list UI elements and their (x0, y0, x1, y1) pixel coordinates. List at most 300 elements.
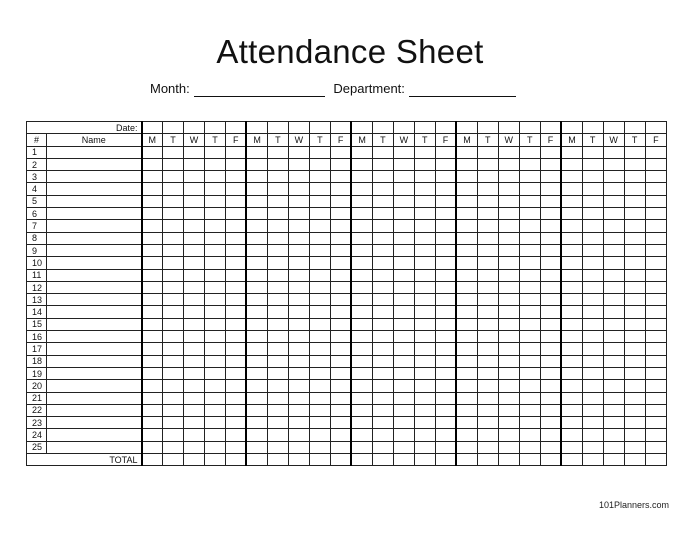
attendance-cell[interactable] (225, 429, 246, 441)
attendance-cell[interactable] (351, 417, 372, 429)
attendance-cell[interactable] (351, 331, 372, 343)
attendance-cell[interactable] (225, 404, 246, 416)
attendance-cell[interactable] (414, 404, 435, 416)
attendance-cell[interactable] (246, 380, 267, 392)
attendance-cell[interactable] (645, 294, 666, 306)
attendance-cell[interactable] (414, 367, 435, 379)
attendance-cell[interactable] (183, 441, 204, 453)
attendance-cell[interactable] (288, 429, 309, 441)
attendance-cell[interactable] (540, 244, 561, 256)
attendance-cell[interactable] (435, 257, 456, 269)
attendance-cell[interactable] (393, 367, 414, 379)
attendance-cell[interactable] (204, 318, 225, 330)
attendance-cell[interactable] (309, 269, 330, 281)
total-cell[interactable] (603, 454, 624, 466)
attendance-cell[interactable] (267, 244, 288, 256)
attendance-cell[interactable] (330, 146, 351, 158)
attendance-cell[interactable] (351, 232, 372, 244)
total-cell[interactable] (414, 454, 435, 466)
date-cell[interactable] (204, 122, 225, 134)
attendance-cell[interactable] (498, 269, 519, 281)
attendance-cell[interactable] (225, 417, 246, 429)
attendance-cell[interactable] (288, 318, 309, 330)
attendance-cell[interactable] (183, 380, 204, 392)
attendance-cell[interactable] (561, 195, 582, 207)
attendance-cell[interactable] (498, 244, 519, 256)
attendance-cell[interactable] (246, 429, 267, 441)
attendance-cell[interactable] (225, 257, 246, 269)
attendance-cell[interactable] (603, 171, 624, 183)
attendance-cell[interactable] (561, 392, 582, 404)
attendance-cell[interactable] (624, 441, 645, 453)
attendance-cell[interactable] (519, 306, 540, 318)
date-cell[interactable] (309, 122, 330, 134)
attendance-cell[interactable] (183, 158, 204, 170)
attendance-cell[interactable] (267, 392, 288, 404)
total-cell[interactable] (519, 454, 540, 466)
attendance-cell[interactable] (393, 171, 414, 183)
total-cell[interactable] (142, 454, 163, 466)
attendance-cell[interactable] (267, 331, 288, 343)
attendance-cell[interactable] (288, 441, 309, 453)
attendance-cell[interactable] (225, 318, 246, 330)
attendance-cell[interactable] (288, 343, 309, 355)
attendance-cell[interactable] (288, 183, 309, 195)
attendance-cell[interactable] (435, 183, 456, 195)
attendance-cell[interactable] (603, 343, 624, 355)
attendance-cell[interactable] (142, 158, 163, 170)
attendance-cell[interactable] (372, 183, 393, 195)
attendance-cell[interactable] (267, 404, 288, 416)
attendance-cell[interactable] (142, 146, 163, 158)
attendance-cell[interactable] (372, 220, 393, 232)
attendance-cell[interactable] (372, 244, 393, 256)
attendance-cell[interactable] (393, 429, 414, 441)
attendance-cell[interactable] (351, 257, 372, 269)
attendance-cell[interactable] (142, 294, 163, 306)
attendance-cell[interactable] (435, 380, 456, 392)
attendance-cell[interactable] (330, 306, 351, 318)
attendance-cell[interactable] (519, 183, 540, 195)
attendance-cell[interactable] (267, 158, 288, 170)
attendance-cell[interactable] (624, 355, 645, 367)
attendance-cell[interactable] (477, 318, 498, 330)
attendance-cell[interactable] (498, 367, 519, 379)
attendance-cell[interactable] (225, 281, 246, 293)
attendance-cell[interactable] (498, 417, 519, 429)
attendance-cell[interactable] (624, 183, 645, 195)
attendance-cell[interactable] (582, 318, 603, 330)
attendance-cell[interactable] (435, 294, 456, 306)
attendance-cell[interactable] (372, 158, 393, 170)
attendance-cell[interactable] (603, 306, 624, 318)
attendance-cell[interactable] (519, 146, 540, 158)
attendance-cell[interactable] (561, 244, 582, 256)
attendance-cell[interactable] (351, 355, 372, 367)
attendance-cell[interactable] (519, 171, 540, 183)
attendance-cell[interactable] (142, 404, 163, 416)
date-cell[interactable] (288, 122, 309, 134)
attendance-cell[interactable] (142, 331, 163, 343)
attendance-cell[interactable] (288, 171, 309, 183)
attendance-cell[interactable] (498, 232, 519, 244)
attendance-cell[interactable] (183, 331, 204, 343)
attendance-cell[interactable] (351, 146, 372, 158)
date-cell[interactable] (183, 122, 204, 134)
attendance-cell[interactable] (246, 404, 267, 416)
attendance-cell[interactable] (393, 269, 414, 281)
attendance-cell[interactable] (435, 404, 456, 416)
attendance-cell[interactable] (163, 183, 184, 195)
attendance-cell[interactable] (519, 318, 540, 330)
attendance-cell[interactable] (142, 257, 163, 269)
total-cell[interactable] (309, 454, 330, 466)
attendance-cell[interactable] (519, 158, 540, 170)
attendance-cell[interactable] (540, 367, 561, 379)
attendance-cell[interactable] (393, 318, 414, 330)
attendance-cell[interactable] (372, 380, 393, 392)
attendance-cell[interactable] (498, 331, 519, 343)
attendance-cell[interactable] (540, 404, 561, 416)
attendance-cell[interactable] (204, 306, 225, 318)
attendance-cell[interactable] (519, 195, 540, 207)
total-cell[interactable] (540, 454, 561, 466)
attendance-cell[interactable] (498, 220, 519, 232)
attendance-cell[interactable] (540, 146, 561, 158)
attendance-cell[interactable] (645, 220, 666, 232)
attendance-cell[interactable] (477, 158, 498, 170)
attendance-cell[interactable] (225, 294, 246, 306)
attendance-cell[interactable] (393, 232, 414, 244)
total-cell[interactable] (225, 454, 246, 466)
name-cell[interactable] (47, 232, 142, 244)
attendance-cell[interactable] (309, 380, 330, 392)
attendance-cell[interactable] (204, 441, 225, 453)
attendance-cell[interactable] (414, 208, 435, 220)
attendance-cell[interactable] (414, 171, 435, 183)
attendance-cell[interactable] (163, 318, 184, 330)
attendance-cell[interactable] (519, 269, 540, 281)
attendance-cell[interactable] (435, 429, 456, 441)
attendance-cell[interactable] (330, 171, 351, 183)
attendance-cell[interactable] (456, 281, 477, 293)
attendance-cell[interactable] (351, 306, 372, 318)
attendance-cell[interactable] (142, 367, 163, 379)
attendance-cell[interactable] (519, 441, 540, 453)
attendance-cell[interactable] (204, 392, 225, 404)
attendance-cell[interactable] (477, 367, 498, 379)
attendance-cell[interactable] (288, 331, 309, 343)
attendance-cell[interactable] (183, 281, 204, 293)
attendance-cell[interactable] (582, 331, 603, 343)
attendance-cell[interactable] (204, 417, 225, 429)
attendance-cell[interactable] (498, 158, 519, 170)
attendance-cell[interactable] (582, 171, 603, 183)
attendance-cell[interactable] (351, 244, 372, 256)
attendance-cell[interactable] (456, 195, 477, 207)
attendance-cell[interactable] (435, 331, 456, 343)
attendance-cell[interactable] (540, 318, 561, 330)
attendance-cell[interactable] (267, 306, 288, 318)
attendance-cell[interactable] (435, 392, 456, 404)
name-cell[interactable] (47, 281, 142, 293)
attendance-cell[interactable] (288, 404, 309, 416)
attendance-cell[interactable] (183, 367, 204, 379)
attendance-cell[interactable] (582, 158, 603, 170)
attendance-cell[interactable] (163, 244, 184, 256)
attendance-cell[interactable] (225, 355, 246, 367)
attendance-cell[interactable] (204, 380, 225, 392)
attendance-cell[interactable] (225, 269, 246, 281)
attendance-cell[interactable] (456, 429, 477, 441)
attendance-cell[interactable] (435, 343, 456, 355)
attendance-cell[interactable] (351, 269, 372, 281)
attendance-cell[interactable] (561, 441, 582, 453)
attendance-cell[interactable] (288, 355, 309, 367)
attendance-cell[interactable] (456, 294, 477, 306)
attendance-cell[interactable] (309, 281, 330, 293)
attendance-cell[interactable] (561, 171, 582, 183)
attendance-cell[interactable] (477, 244, 498, 256)
attendance-cell[interactable] (204, 146, 225, 158)
date-cell[interactable] (393, 122, 414, 134)
attendance-cell[interactable] (225, 183, 246, 195)
attendance-cell[interactable] (414, 429, 435, 441)
attendance-cell[interactable] (267, 294, 288, 306)
attendance-cell[interactable] (645, 146, 666, 158)
attendance-cell[interactable] (561, 146, 582, 158)
attendance-cell[interactable] (456, 441, 477, 453)
attendance-cell[interactable] (603, 244, 624, 256)
attendance-cell[interactable] (309, 195, 330, 207)
attendance-cell[interactable] (477, 257, 498, 269)
attendance-cell[interactable] (561, 380, 582, 392)
attendance-cell[interactable] (204, 281, 225, 293)
attendance-cell[interactable] (582, 220, 603, 232)
attendance-cell[interactable] (603, 269, 624, 281)
attendance-cell[interactable] (414, 441, 435, 453)
attendance-cell[interactable] (225, 232, 246, 244)
attendance-cell[interactable] (582, 429, 603, 441)
attendance-cell[interactable] (624, 380, 645, 392)
attendance-cell[interactable] (183, 244, 204, 256)
attendance-cell[interactable] (142, 417, 163, 429)
attendance-cell[interactable] (519, 331, 540, 343)
attendance-cell[interactable] (142, 318, 163, 330)
attendance-cell[interactable] (645, 331, 666, 343)
attendance-cell[interactable] (414, 343, 435, 355)
attendance-cell[interactable] (142, 392, 163, 404)
attendance-cell[interactable] (456, 158, 477, 170)
attendance-cell[interactable] (330, 367, 351, 379)
attendance-cell[interactable] (330, 331, 351, 343)
attendance-cell[interactable] (309, 404, 330, 416)
attendance-cell[interactable] (645, 367, 666, 379)
attendance-cell[interactable] (267, 355, 288, 367)
month-field[interactable] (150, 81, 325, 97)
attendance-cell[interactable] (267, 183, 288, 195)
attendance-cell[interactable] (414, 257, 435, 269)
attendance-cell[interactable] (561, 331, 582, 343)
attendance-cell[interactable] (645, 257, 666, 269)
attendance-cell[interactable] (519, 220, 540, 232)
attendance-cell[interactable] (624, 208, 645, 220)
attendance-cell[interactable] (351, 183, 372, 195)
attendance-cell[interactable] (351, 429, 372, 441)
attendance-cell[interactable] (372, 404, 393, 416)
attendance-cell[interactable] (477, 417, 498, 429)
attendance-cell[interactable] (330, 417, 351, 429)
attendance-cell[interactable] (351, 380, 372, 392)
attendance-cell[interactable] (204, 171, 225, 183)
attendance-cell[interactable] (603, 429, 624, 441)
attendance-cell[interactable] (624, 294, 645, 306)
attendance-cell[interactable] (225, 208, 246, 220)
attendance-cell[interactable] (477, 183, 498, 195)
attendance-cell[interactable] (456, 331, 477, 343)
attendance-cell[interactable] (645, 417, 666, 429)
attendance-cell[interactable] (372, 343, 393, 355)
attendance-cell[interactable] (519, 232, 540, 244)
attendance-cell[interactable] (435, 318, 456, 330)
attendance-cell[interactable] (603, 367, 624, 379)
attendance-cell[interactable] (183, 195, 204, 207)
attendance-cell[interactable] (456, 208, 477, 220)
total-cell[interactable] (393, 454, 414, 466)
attendance-cell[interactable] (309, 417, 330, 429)
date-cell[interactable] (603, 122, 624, 134)
attendance-cell[interactable] (246, 220, 267, 232)
attendance-cell[interactable] (561, 355, 582, 367)
attendance-cell[interactable] (288, 244, 309, 256)
attendance-cell[interactable] (519, 404, 540, 416)
attendance-cell[interactable] (183, 257, 204, 269)
attendance-cell[interactable] (183, 220, 204, 232)
attendance-cell[interactable] (414, 380, 435, 392)
name-cell[interactable] (47, 257, 142, 269)
date-cell[interactable] (477, 122, 498, 134)
attendance-cell[interactable] (561, 183, 582, 195)
attendance-cell[interactable] (645, 429, 666, 441)
attendance-cell[interactable] (624, 158, 645, 170)
attendance-cell[interactable] (393, 281, 414, 293)
total-cell[interactable] (204, 454, 225, 466)
attendance-cell[interactable] (603, 417, 624, 429)
attendance-cell[interactable] (351, 171, 372, 183)
attendance-cell[interactable] (163, 195, 184, 207)
attendance-cell[interactable] (142, 171, 163, 183)
attendance-cell[interactable] (163, 294, 184, 306)
attendance-cell[interactable] (309, 429, 330, 441)
attendance-cell[interactable] (645, 318, 666, 330)
attendance-cell[interactable] (498, 355, 519, 367)
name-cell[interactable] (47, 331, 142, 343)
attendance-cell[interactable] (645, 232, 666, 244)
attendance-cell[interactable] (267, 208, 288, 220)
attendance-cell[interactable] (603, 195, 624, 207)
attendance-cell[interactable] (624, 331, 645, 343)
attendance-cell[interactable] (142, 355, 163, 367)
attendance-cell[interactable] (163, 158, 184, 170)
attendance-cell[interactable] (142, 306, 163, 318)
attendance-cell[interactable] (351, 441, 372, 453)
total-cell[interactable] (267, 454, 288, 466)
attendance-cell[interactable] (477, 429, 498, 441)
attendance-cell[interactable] (246, 158, 267, 170)
attendance-cell[interactable] (246, 232, 267, 244)
date-cell[interactable] (582, 122, 603, 134)
attendance-cell[interactable] (435, 269, 456, 281)
attendance-cell[interactable] (603, 404, 624, 416)
attendance-cell[interactable] (603, 392, 624, 404)
attendance-cell[interactable] (246, 244, 267, 256)
attendance-cell[interactable] (183, 404, 204, 416)
attendance-cell[interactable] (372, 269, 393, 281)
attendance-cell[interactable] (645, 269, 666, 281)
date-cell[interactable] (561, 122, 582, 134)
attendance-cell[interactable] (561, 318, 582, 330)
attendance-cell[interactable] (246, 331, 267, 343)
attendance-cell[interactable] (645, 355, 666, 367)
attendance-cell[interactable] (288, 392, 309, 404)
attendance-cell[interactable] (540, 355, 561, 367)
attendance-cell[interactable] (267, 318, 288, 330)
attendance-cell[interactable] (561, 306, 582, 318)
attendance-cell[interactable] (309, 318, 330, 330)
attendance-cell[interactable] (456, 306, 477, 318)
attendance-cell[interactable] (330, 404, 351, 416)
attendance-cell[interactable] (498, 208, 519, 220)
attendance-cell[interactable] (393, 220, 414, 232)
attendance-cell[interactable] (561, 417, 582, 429)
date-cell[interactable] (163, 122, 184, 134)
attendance-cell[interactable] (540, 294, 561, 306)
attendance-cell[interactable] (163, 306, 184, 318)
attendance-cell[interactable] (582, 257, 603, 269)
name-cell[interactable] (47, 146, 142, 158)
attendance-cell[interactable] (582, 404, 603, 416)
attendance-cell[interactable] (540, 306, 561, 318)
attendance-cell[interactable] (477, 441, 498, 453)
date-cell[interactable] (246, 122, 267, 134)
attendance-cell[interactable] (498, 281, 519, 293)
name-cell[interactable] (47, 380, 142, 392)
attendance-cell[interactable] (267, 269, 288, 281)
attendance-cell[interactable] (393, 257, 414, 269)
attendance-cell[interactable] (288, 195, 309, 207)
attendance-cell[interactable] (309, 343, 330, 355)
name-cell[interactable] (47, 195, 142, 207)
attendance-cell[interactable] (456, 232, 477, 244)
attendance-cell[interactable] (288, 158, 309, 170)
total-cell[interactable] (561, 454, 582, 466)
attendance-cell[interactable] (456, 220, 477, 232)
attendance-cell[interactable] (330, 232, 351, 244)
attendance-cell[interactable] (624, 318, 645, 330)
attendance-cell[interactable] (603, 318, 624, 330)
attendance-cell[interactable] (225, 392, 246, 404)
attendance-cell[interactable] (561, 343, 582, 355)
attendance-cell[interactable] (414, 232, 435, 244)
attendance-cell[interactable] (288, 294, 309, 306)
attendance-cell[interactable] (498, 171, 519, 183)
attendance-cell[interactable] (414, 417, 435, 429)
attendance-cell[interactable] (456, 244, 477, 256)
attendance-cell[interactable] (351, 195, 372, 207)
attendance-cell[interactable] (456, 257, 477, 269)
attendance-cell[interactable] (246, 318, 267, 330)
attendance-cell[interactable] (351, 208, 372, 220)
